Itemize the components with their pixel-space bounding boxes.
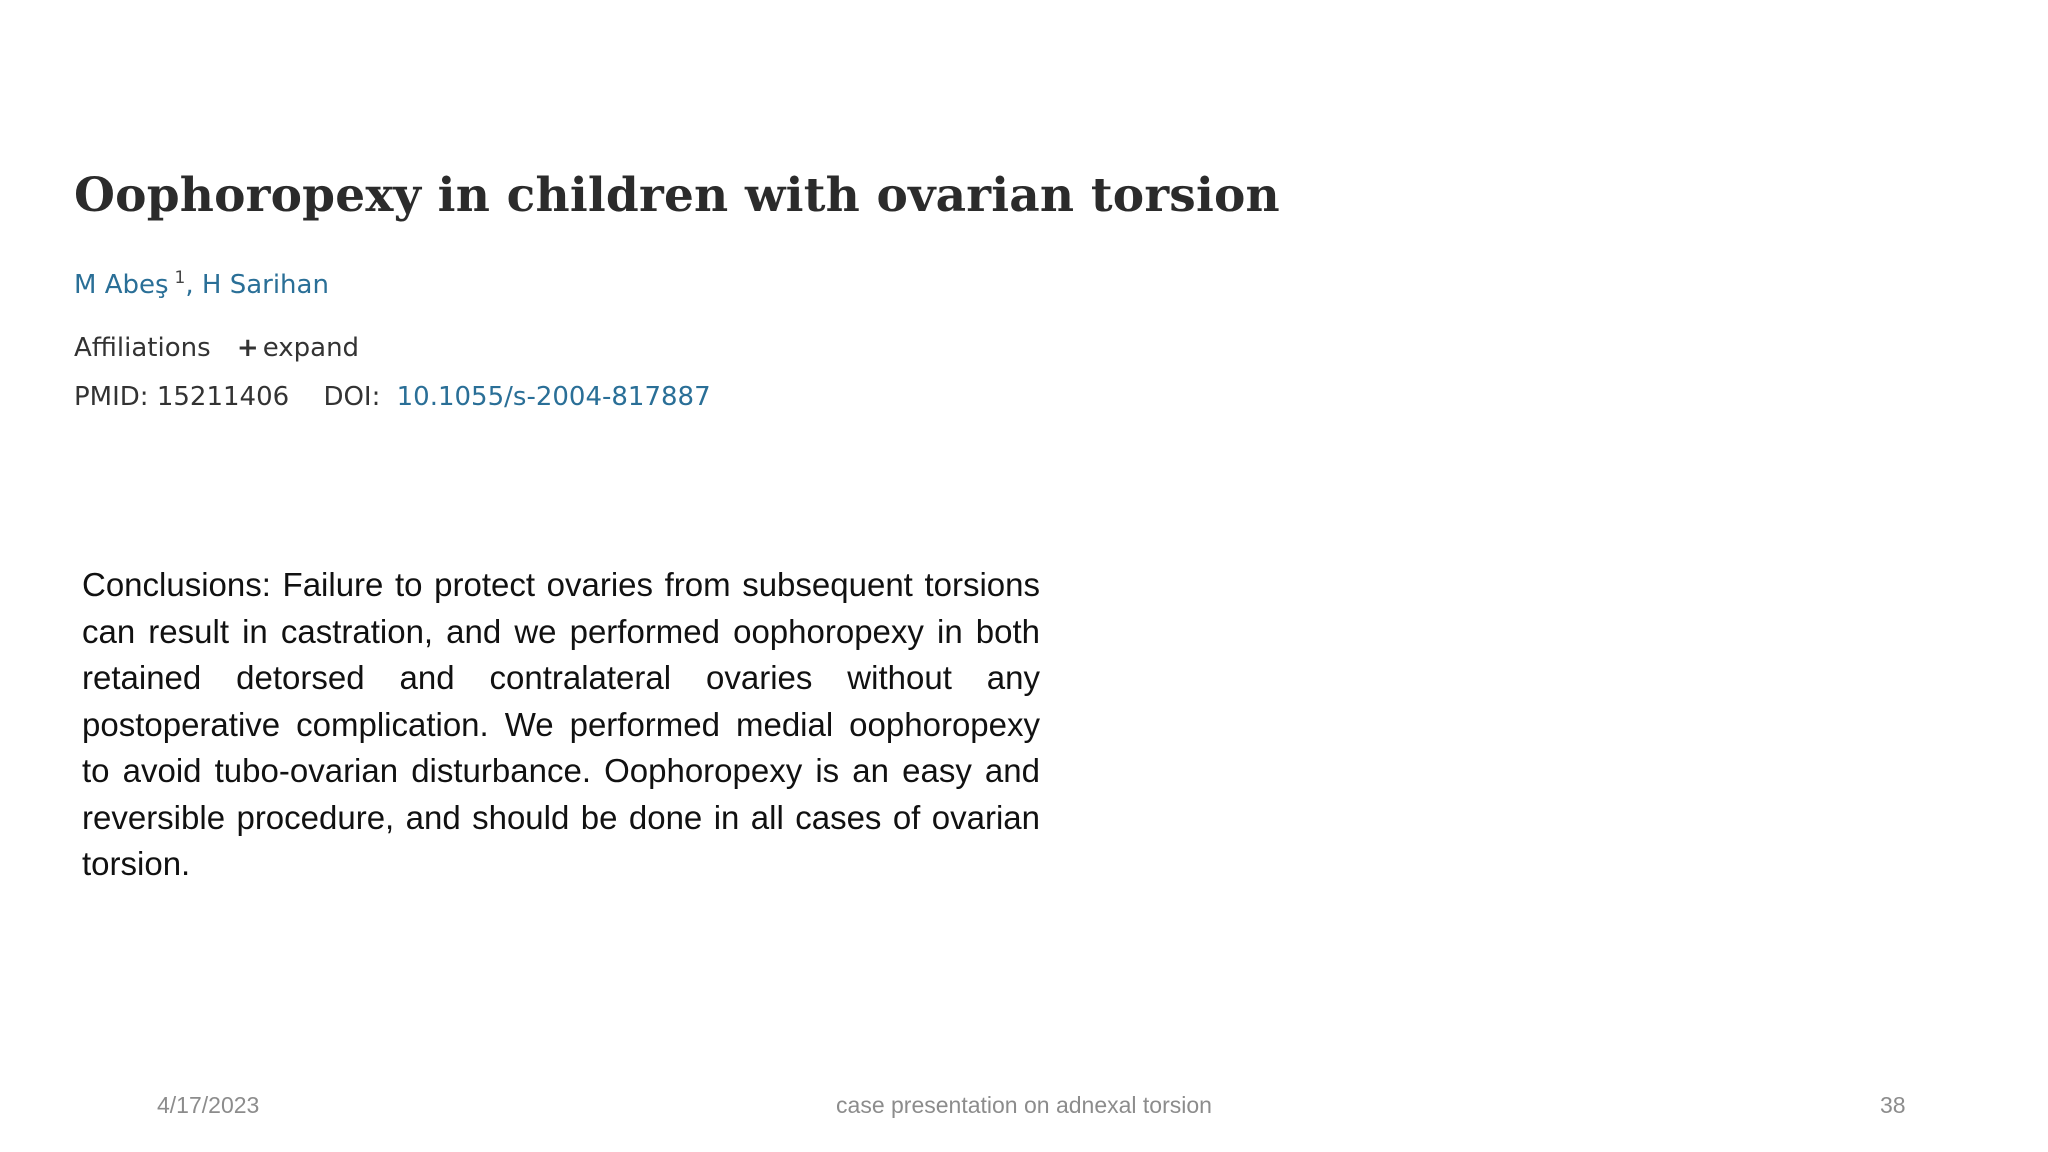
doi-label: DOI: bbox=[323, 382, 381, 412]
conclusions-paragraph: Conclusions: Failure to protect ovaries from subsequent torsions can result in castration, and we performed oophoropexy in both retained detorsed and contralateral ovaries without any postoperative complication. We performed medial oophoropexy to avoid tubo-ovarian disturbance. Oophoropexy is an easy and reversible procedure, and should be done in all cases of ovarian torsion. bbox=[82, 566, 1040, 882]
footer-title: case presentation on adnexal torsion bbox=[836, 1092, 1212, 1118]
affiliation-marker: 1 bbox=[174, 268, 186, 288]
article-title: Oophoropexy in children with ovarian torsion bbox=[74, 168, 1280, 223]
expand-affiliations-button[interactable]: expand bbox=[262, 333, 360, 363]
author-link-abes[interactable]: M Abeş bbox=[74, 270, 169, 300]
doi-link[interactable]: 10.1055/s-2004-817887 bbox=[396, 382, 711, 412]
affiliations-label: Affiliations bbox=[74, 333, 211, 363]
identifiers-row bbox=[74, 382, 711, 412]
plus-icon[interactable]: + bbox=[236, 333, 259, 363]
footer-date: 4/17/2023 bbox=[157, 1092, 260, 1118]
author-list bbox=[74, 268, 329, 300]
author-separator: , bbox=[185, 270, 194, 300]
affiliations-row bbox=[74, 333, 359, 363]
pmid: PMID: 15211406 bbox=[74, 382, 290, 412]
slide-number: 38 bbox=[1880, 1092, 1906, 1118]
author-link-sarihan[interactable]: H Sarihan bbox=[201, 270, 329, 300]
citation-screenshot bbox=[64, 150, 1280, 450]
